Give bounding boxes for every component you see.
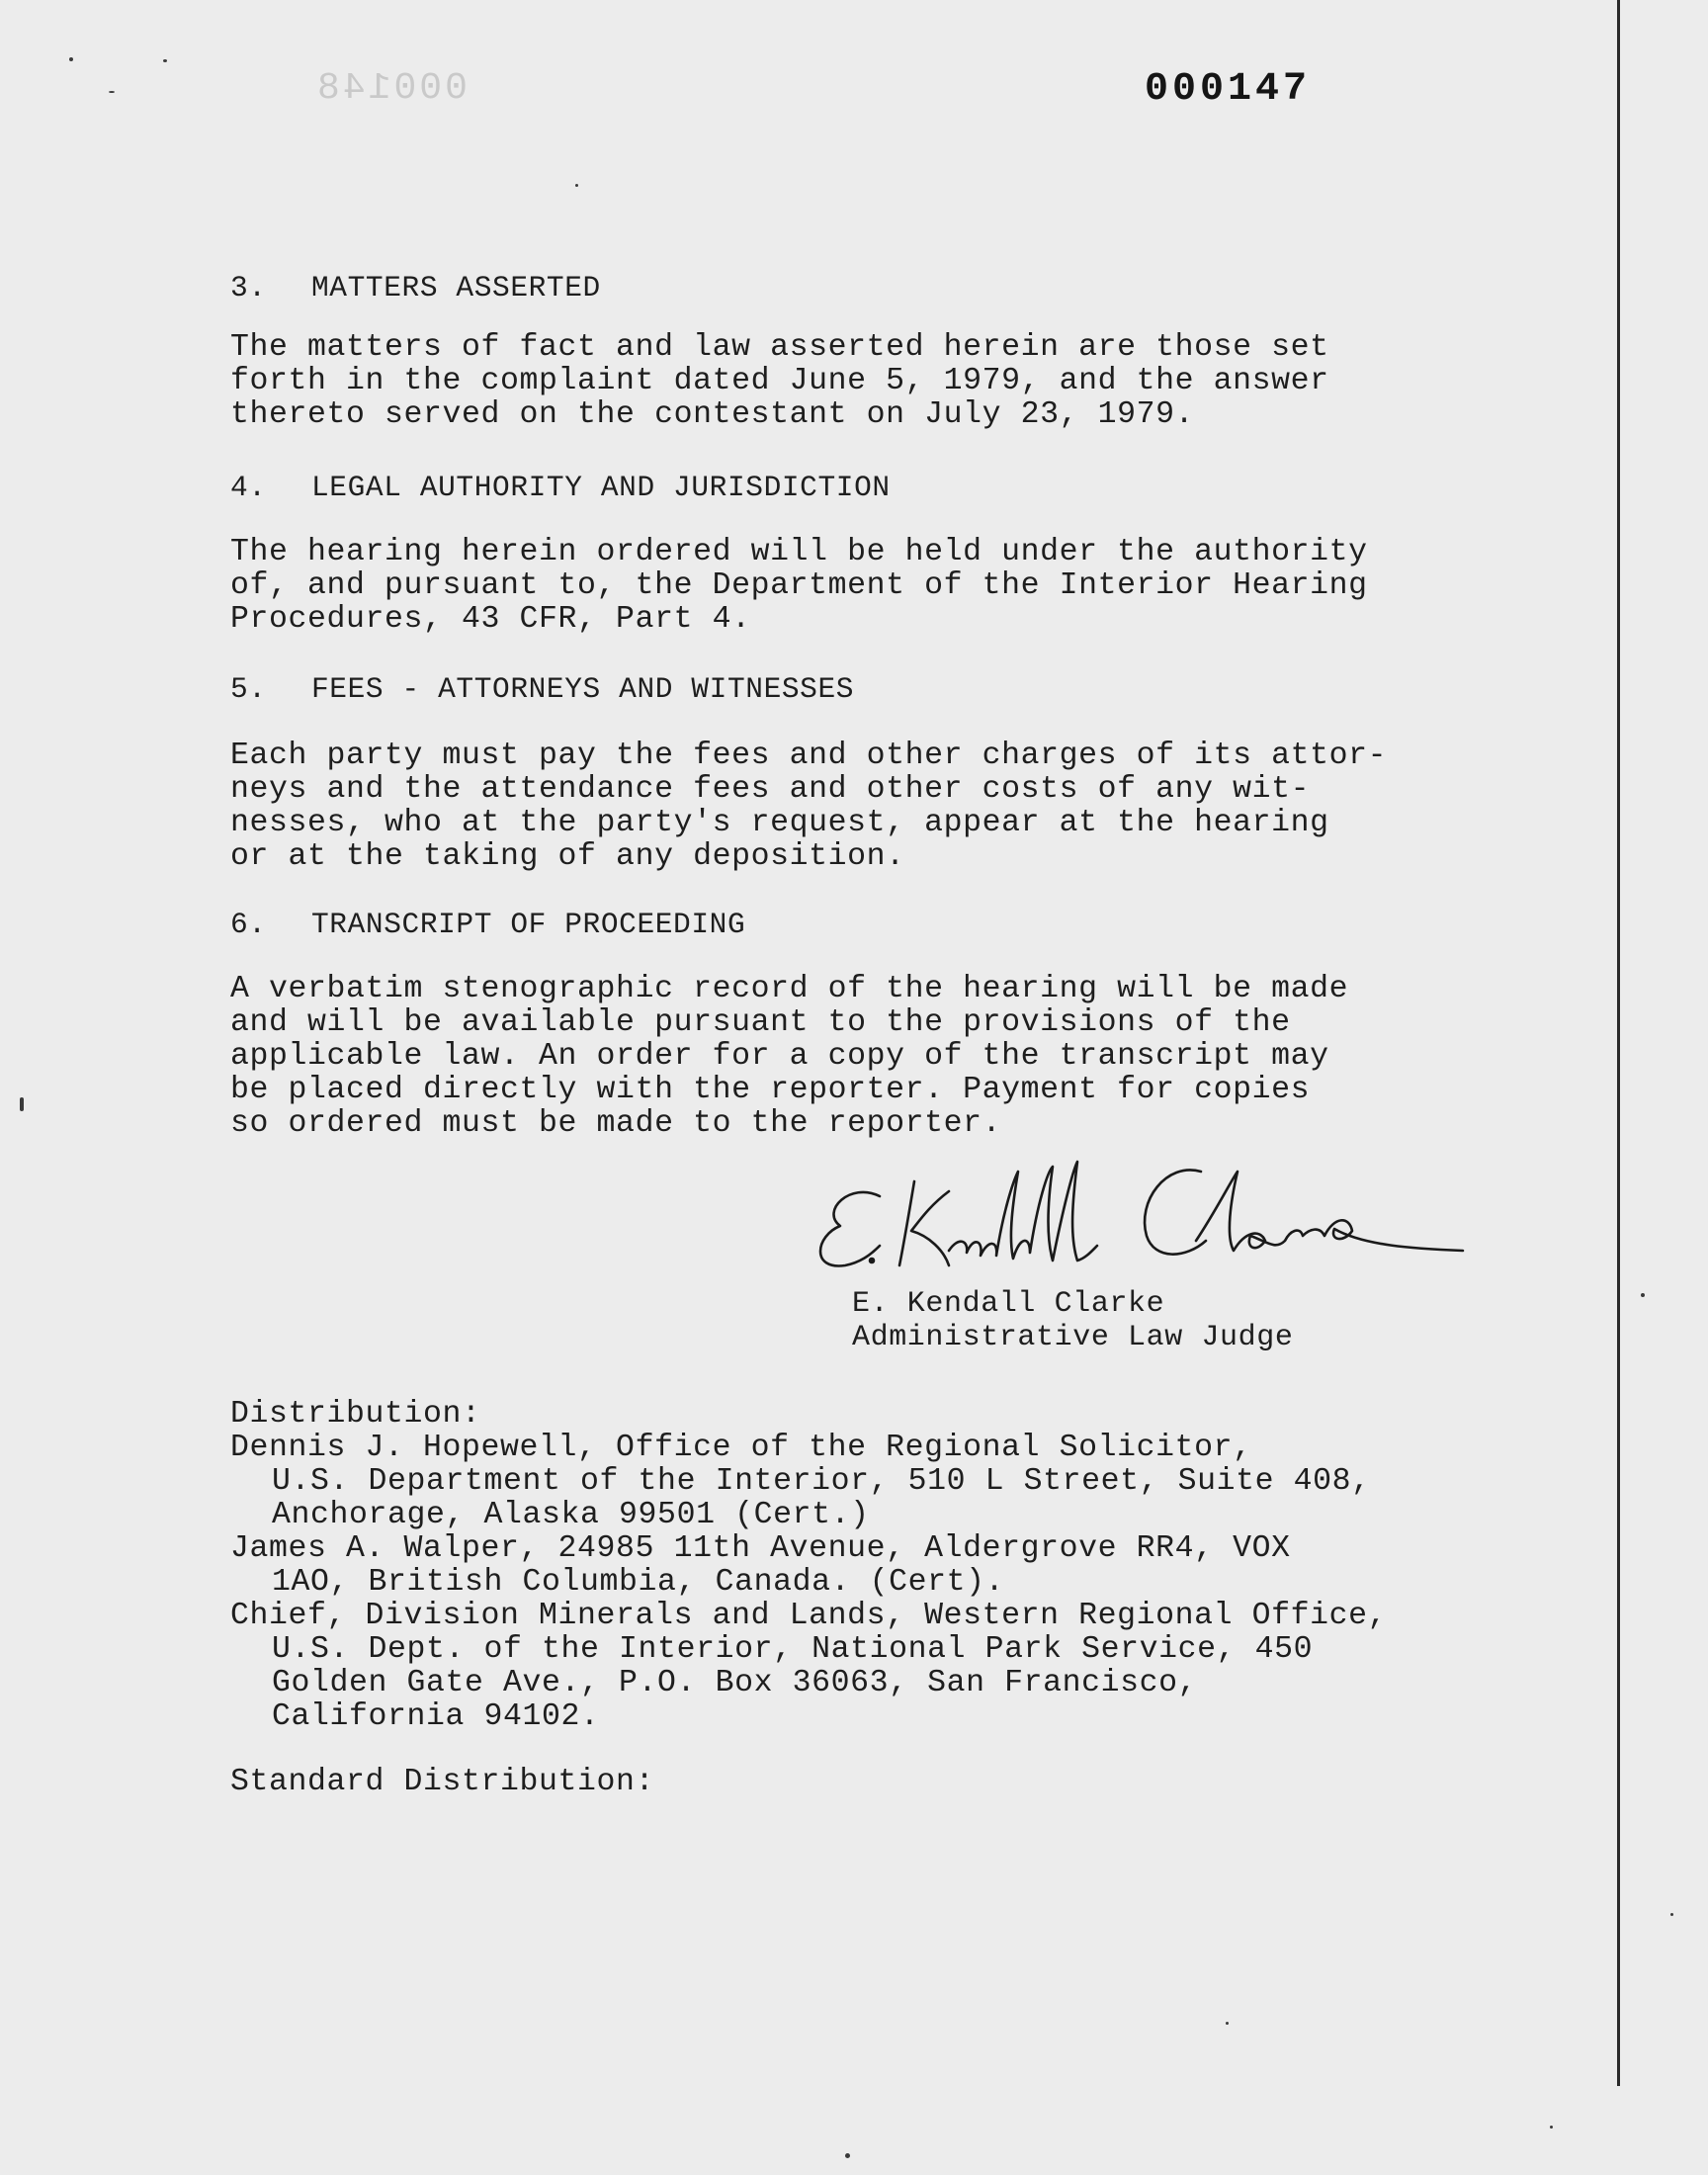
section-6-line-3: applicable law. An order for a copy of the transcript may [230,1039,1329,1074]
section-4-heading [230,471,891,504]
bleed-through-page-number: 000148 [314,67,468,110]
section-title: LEGAL AUTHORITY AND JURISDICTION [311,471,891,504]
distribution-entry-2-line-1: James A. Walper, 24985 11th Avenue, Aldergrove RR4, VOX [230,1531,1291,1566]
section-5-line-2: neys and the attendance fees and other costs of any wit- [230,772,1311,807]
scan-speck [109,91,115,93]
section-5-line-4: or at the taking of any deposition. [230,839,905,874]
distribution-entry-1-line-2: U.S. Department of the Interior, 510 L Street, Suite 408, [272,1464,1371,1499]
section-5-heading [230,672,854,706]
scan-speck [1226,2022,1229,2025]
section-number: 6. [230,908,267,941]
section-4-line-3: Procedures, 43 CFR, Part 4. [230,602,751,637]
section-5-line-3: nesses, who at the party's request, appear at the hearing [230,806,1329,840]
scan-speck [163,59,167,62]
signer-title: Administrative Law Judge [852,1321,1294,1354]
section-6-line-2: and will be available pursuant to the provisions of the [230,1005,1291,1040]
section-3-line-3: thereto served on the contestant on July 23, 1979. [230,397,1195,432]
distribution-entry-3-line-2: U.S. Dept. of the Interior, National Park Service, 450 [272,1632,1314,1667]
scan-speck [575,184,578,187]
section-6-heading [230,908,745,941]
scan-speck [1641,1293,1645,1297]
scan-speck [20,1097,24,1111]
distribution-entry-3-line-4: California 94102. [272,1699,600,1734]
distribution-label: Distribution: [230,1397,481,1432]
distribution-entry-3-line-3: Golden Gate Ave., P.O. Box 36063, San Francisco, [272,1666,1198,1700]
section-6-line-4: be placed directly with the reporter. Payment for copies [230,1073,1311,1107]
scan-speck [69,57,73,61]
section-number: 4. [230,471,267,504]
section-title: FEES - ATTORNEYS AND WITNESSES [311,672,855,706]
page-number: 000147 [1145,67,1312,112]
section-title: TRANSCRIPT OF PROCEEDING [311,908,746,941]
scan-speck [845,2153,850,2158]
scan-speck [1670,1913,1673,1916]
signer-name: E. Kendall Clarke [852,1287,1165,1321]
scan-speck [1550,2126,1553,2129]
section-3-line-2: forth in the complaint dated June 5, 1979, and the answer [230,364,1329,398]
section-number: 5. [230,672,267,706]
distribution-entry-3-line-1: Chief, Division Minerals and Lands, Western Regional Office, [230,1599,1388,1633]
section-4-line-2: of, and pursuant to, the Department of the Interior Hearing [230,568,1368,603]
section-4-line-1: The hearing herein ordered will be held under the authority [230,535,1368,569]
section-6-line-5: so ordered must be made to the reporter. [230,1106,1002,1141]
signature-block [852,1287,1293,1354]
section-5-line-1: Each party must pay the fees and other charges of its attor- [230,739,1388,773]
distribution-entry-2-line-2: 1AO, British Columbia, Canada. (Cert). [272,1565,1005,1600]
section-title: MATTERS ASSERTED [311,271,601,304]
distribution-entry-1-line-1: Dennis J. Hopewell, Office of the Regional Solicitor, [230,1431,1252,1465]
section-6-line-1: A verbatim stenographic record of the hearing will be made [230,972,1349,1006]
distribution-entry-1-line-3: Anchorage, Alaska 99501 (Cert.) [272,1498,870,1532]
handwritten-signature [811,1142,1502,1290]
section-3-line-1: The matters of fact and law asserted herein are those set [230,330,1329,365]
page-edge-rule [1617,0,1620,2086]
section-3-heading [230,271,601,304]
section-number: 3. [230,271,267,304]
standard-distribution-label: Standard Distribution: [230,1765,655,1799]
